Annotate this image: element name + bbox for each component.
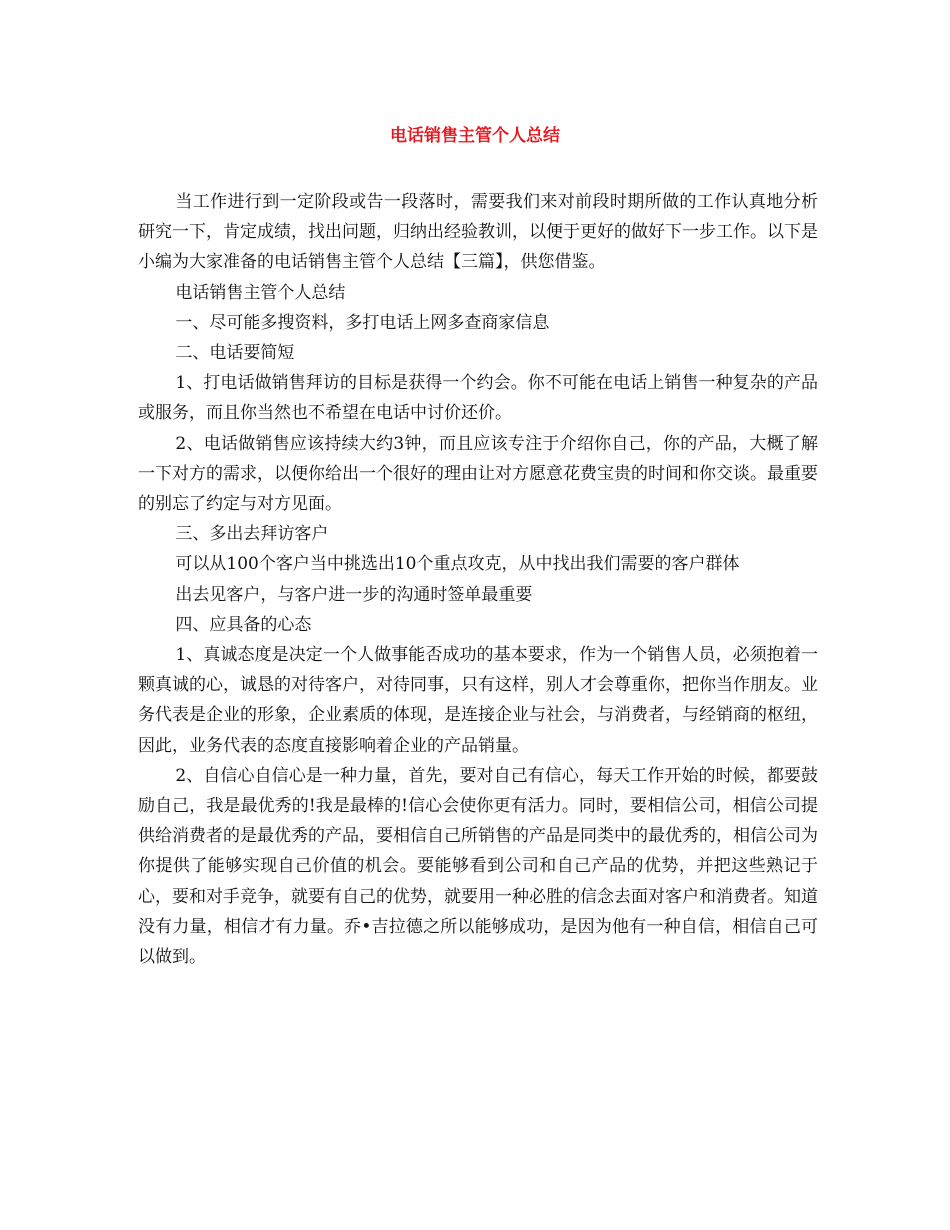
section-title: 电话销售主管个人总结 <box>175 282 346 303</box>
body-paragraph: 1、真诚态度是决定一个人做事能否成功的基本要求，作为一个销售人员，必须抱着一颗真诚的心，诚恳的对待客户，对待同事，只有这样，别人才会尊重你，把你当作朋友。业务代表是企业的形象，企业素质的体现，是连接企业与社会，与消费者，与经销商的枢纽，因此，业务代表的态度直接影响着企业的产品销量。 <box>138 645 818 756</box>
body-paragraph: 2、电话做销售应该持续大约3钟，而且应该专注于介绍你自己，你的产品，大概了解一下对方的需求，以便你给出一个很好的理由让对方愿意花费宝贵的时间和你交谈。最重要的别忘了约定与对方见面。 <box>138 433 818 515</box>
body-paragraph: 1、打电话做销售拜访的目标是获得一个约会。你不可能在电话上销售一种复杂的产品或服务，而且你当然也不希望在电话中讨价还价。 <box>138 373 818 424</box>
intro-paragraph: 当工作进行到一定阶段或告一段落时，需要我们来对前段时期所做的工作认真地分析研究一下，肯定成绩，找出问题，归纳出经验教训，以便于更好的做好下一步工作。以下是小编为大家准备的电话销售主管个人总结【三篇】，供您借鉴。 <box>138 192 818 273</box>
section-heading-1: 一、尽可能多搜资料，多打电话上网多查商家信息 <box>175 312 550 333</box>
section-heading-2: 二、电话要简短 <box>175 343 295 364</box>
section-heading-3: 三、多出去拜访客户 <box>175 524 329 545</box>
document-body <box>138 187 818 972</box>
page-title: 电话销售主管个人总结 <box>390 126 560 146</box>
body-line: 出去见客户，与客户进一步的沟通时签单最重要 <box>175 584 533 605</box>
body-line: 可以从100个客户当中挑选出10个重点攻克，从中找出我们需要的客户群体 <box>175 554 740 575</box>
body-paragraph: 2、自信心自信心是一种力量，首先，要对自己有信心，每天工作开始的时候，都要鼓励自己，我是最优秀的!我是最棒的!信心会使你更有活力。同时，要相信公司，相信公司提供给消费者的是最优秀的产品，要相信自己所销售的产品是同类中的最优秀的，相信公司为你提供了能够实现自己价值的机会。要能够看到公司和自己产品的优势，并把这些熟记于心，要和对手竞争，就要有自己的优势，就要用一种必胜的信念去面对客户和消费者。知道没有力量，相信才有力量。乔•吉拉德之所以能够成功，是因为他有一种自信，相信自己可以做到。 <box>138 765 818 968</box>
section-heading-4: 四、应具备的心态 <box>175 614 312 635</box>
